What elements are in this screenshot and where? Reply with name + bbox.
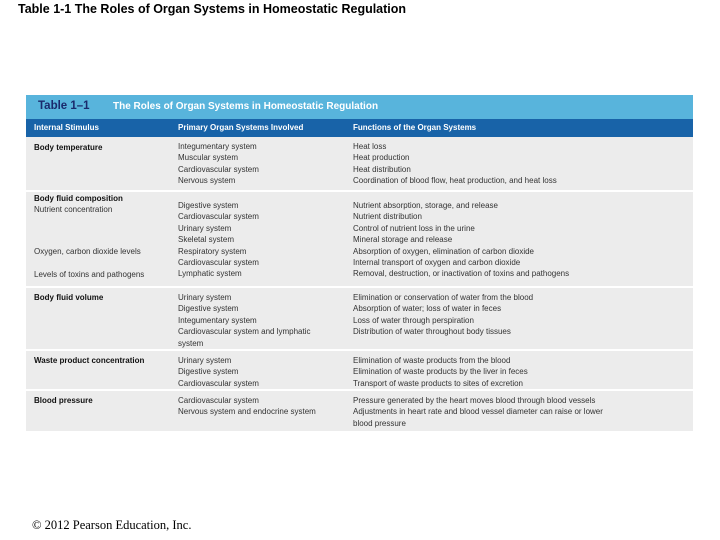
table-number: Table 1–1 [38,100,90,112]
system-item: Nervous system [178,176,236,186]
function-item: Mineral storage and release [353,235,453,245]
systems-cell [178,141,259,187]
table-row-blood-pressure [26,391,693,431]
table-row-body-fluid-composition [26,192,693,286]
function-item: Transport of waste products to sites of excretion [353,378,524,388]
function-item: Elimination or conservation of water from the blood [353,293,534,302]
system-item: Digestive system [178,367,239,377]
function-item: Internal transport of oxygen and carbon dioxide [353,258,521,268]
copyright-notice: © 2012 Pearson Education, Inc. [32,518,192,532]
system-item: Digestive system [178,304,239,314]
system-item: Lymphatic system [178,269,242,279]
header-functions: Functions of the Organ Systems [353,123,477,132]
function-item: Removal, destruction, or inactivation of toxins and pathogens [353,269,570,279]
systems-cell [178,355,259,389]
system-item: Nervous system and endocrine system [178,407,316,417]
system-item: Skeletal system [178,235,235,245]
functions-cell [353,200,569,280]
table-caption: The Roles of Organ Systems in Homeostatic Regulation [113,101,379,112]
sub-stimulus-toxins: Levels of toxins and pathogens [34,270,145,279]
function-item: Adjustments in heart rate and blood vessel diameter can raise or lower [353,407,603,417]
stimulus-cell: Body temperature [34,143,103,152]
system-item: Integumentary system [178,315,257,325]
function-item: Absorption of oxygen, elimination of carbon dioxide [353,246,534,256]
function-item: blood pressure [353,418,406,428]
function-item: Elimination of waste products by the liver in feces [353,367,528,377]
sub-stimulus-nutrient: Nutrient concentration [34,205,113,214]
header-primary-organ-systems: Primary Organ Systems Involved [178,123,304,132]
systems-cell [178,292,311,349]
systems-cell [178,395,316,418]
functions-cell [353,395,603,429]
table-row-body-fluid-volume [26,288,693,349]
function-item: Heat loss [353,142,387,151]
system-item: Urinary system [178,223,232,233]
system-item: Cardiovascular system [178,378,259,388]
stimulus-cell: Blood pressure [34,396,93,405]
slide-title: Table 1-1 The Roles of Organ Systems in Homeostatic Regulation [18,2,407,16]
system-item: Integumentary system [178,142,257,151]
function-item: Control of nutrient loss in the urine [353,223,475,233]
functions-cell [353,292,533,338]
system-item: Cardiovascular system and lymphatic [178,327,311,337]
system-item: system [178,338,204,348]
system-item: Urinary system [178,356,232,365]
function-item: Nutrient distribution [353,212,422,222]
stimulus-cell: Waste product concentration [34,356,145,365]
stimulus-cell: Body fluid composition [34,194,123,203]
system-item: Muscular system [178,153,239,163]
table-row-body-temperature [26,137,693,190]
function-item: Nutrient absorption, storage, and release [353,201,498,210]
system-item: Respiratory system [178,246,247,256]
functions-cell [353,141,557,187]
function-item: Loss of water through perspiration [353,315,474,325]
table-row-waste-product-concentration [26,351,693,389]
stimulus-cell: Body fluid volume [34,293,104,302]
function-item: Absorption of water; loss of water in feces [353,304,502,314]
function-item: Heat production [353,153,410,163]
organ-systems-table [26,95,693,431]
system-item: Cardiovascular system [178,164,259,174]
system-item: Cardiovascular system [178,212,259,222]
function-item: Coordination of blood flow, heat production, and heat loss [353,176,557,186]
functions-cell [353,355,528,389]
system-item: Digestive system [178,201,239,210]
system-item: Cardiovascular system [178,396,259,405]
system-item: Cardiovascular system [178,258,259,268]
function-item: Pressure generated by the heart moves blood through blood vessels [353,396,596,405]
function-item: Heat distribution [353,164,411,174]
header-internal-stimulus: Internal Stimulus [34,123,99,132]
function-item: Elimination of waste products from the blood [353,356,511,365]
function-item: Distribution of water throughout body tissues [353,327,511,337]
table-header-row [26,119,693,137]
systems-cell [178,200,259,280]
system-item: Urinary system [178,293,232,302]
sub-stimulus-oxygen: Oxygen, carbon dioxide levels [34,247,141,256]
table-title-bar [26,95,693,119]
